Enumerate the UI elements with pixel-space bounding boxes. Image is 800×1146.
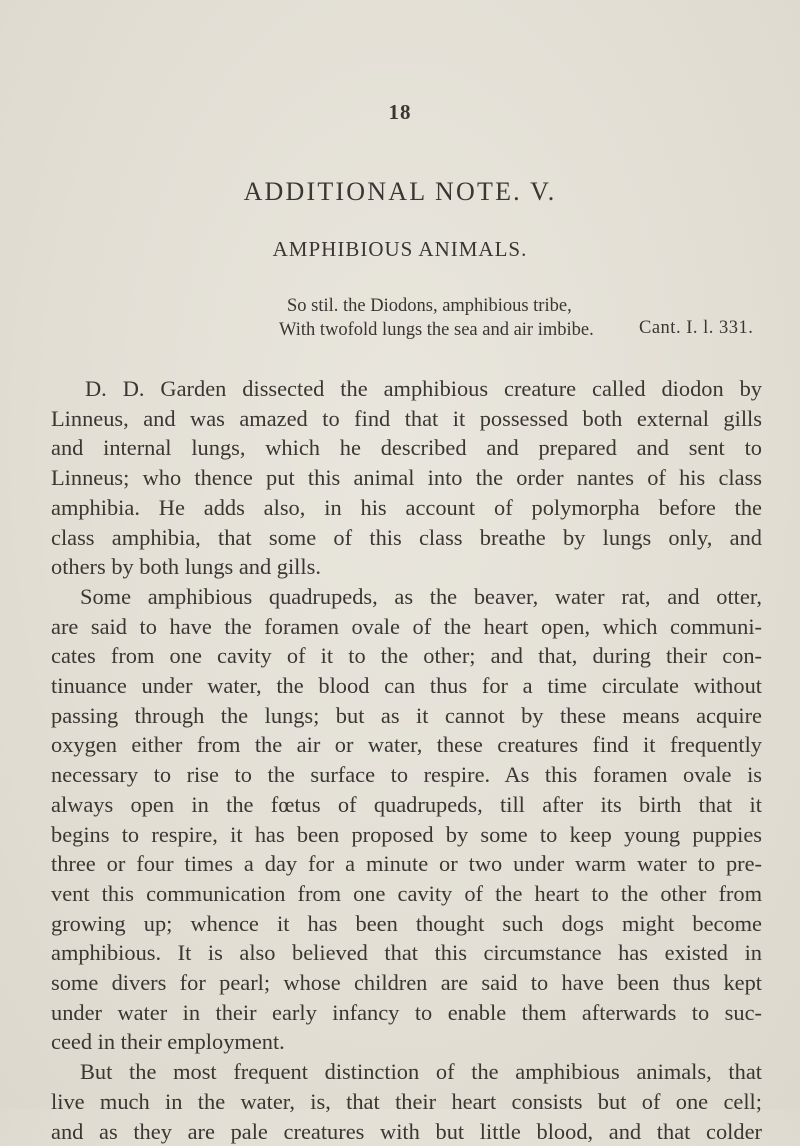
text-line: tinuance under water, the blood can thus for a time circulate without (51, 673, 762, 699)
text-line: always open in the fœtus of quadrupeds, till after its birth that it (51, 791, 762, 817)
epigraph-line-1: So stil. the Diodons, amphibious tribe, (287, 296, 572, 316)
text-line: others by both lungs and gills. (51, 554, 321, 580)
text-line: ceed in their employment. (51, 1029, 285, 1055)
note-title: ADDITIONAL NOTE. V. (243, 177, 557, 206)
text-line: Linneus; who thence put this animal into the order nantes of his class (51, 465, 762, 491)
text-line: amphibia. He adds also, in his account of polymorpha before the (51, 494, 762, 520)
text-line: vent this communication from one cavity of the heart to the other from (51, 880, 762, 906)
text-line: But the most frequent distinction of the amphibious animals, that (80, 1059, 762, 1085)
body-text (51, 374, 762, 1146)
text-line: D. D. Garden dissected the amphibious creature called diodon by (85, 376, 762, 401)
text-line: begins to respire, it has been proposed by some to keep young puppies (51, 821, 762, 847)
text-line: Some amphibious quadrupeds, as the beaver, water rat, and otter, (80, 583, 762, 609)
text-line: and as they are pale creatures with but little blood, and that colder (51, 1118, 762, 1144)
text-line: and internal lungs, which he described and prepared and sent to (51, 435, 762, 461)
epigraph-citation: Cant. I. l. 331. (639, 318, 754, 338)
text-line: are said to have the foramen ovale of the heart open, which communi- (51, 613, 762, 639)
text-line: oxygen either from the air or water, these creatures find it frequently (51, 732, 762, 758)
text-line: under water in their early infancy to enable them afterwards to suc- (51, 999, 762, 1025)
text-line: class amphibia, that some of this class breathe by lungs only, and (51, 524, 762, 550)
text-line: passing through the lungs; but as it cannot by these means acquire (51, 702, 762, 728)
text-line: amphibious. It is also believed that this circumstance has existed in (51, 940, 762, 966)
text-line: some divers for pearl; whose children are said to have been thus kept (51, 970, 762, 996)
text-line: live much in the water, is, that their heart consists but of one cell; (51, 1088, 762, 1114)
epigraph-line-2: With twofold lungs the sea and air imbibe. (279, 320, 594, 340)
text-line: Linneus, and was amazed to find that it possessed both external gills (51, 405, 762, 431)
page-number: 18 (388, 100, 412, 124)
text-line: necessary to rise to the surface to respire. As this foramen ovale is (51, 762, 762, 788)
text-line: three or four times a day for a minute or two under warm water to pre- (51, 851, 762, 877)
text-line: cates from one cavity of it to the other; and that, during their con- (51, 643, 762, 669)
text-line: growing up; whence it has been thought such dogs might become (51, 910, 762, 936)
section-title: AMPHIBIOUS ANIMALS. (272, 237, 528, 261)
